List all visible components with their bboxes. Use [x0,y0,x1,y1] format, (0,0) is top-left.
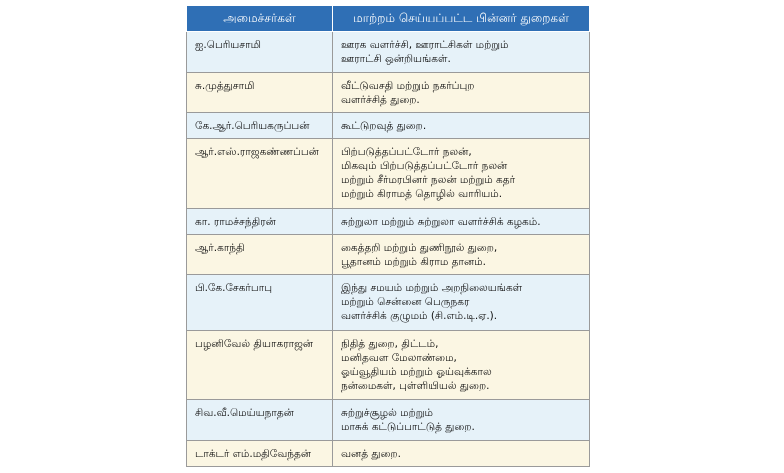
table-row [187,330,590,400]
department-text: ஊரக வளர்ச்சி, ஊராட்சிகள் மற்றும் ஊராட்சி ஒன்றியங்கள். [333,32,590,73]
header-department: மாற்றம் செய்யப்பட்ட பின்னர் துறைகள் [333,6,590,32]
header-minister: அமைச்சர்கள் [187,6,333,32]
table-row [187,275,590,330]
department-text: கைத்தறி மற்றும் துணிநூல் துறை, பூதானம் மற்றும் கிராம தானம். [333,234,590,275]
table-row [187,208,590,234]
minister-name: கா. ராமச்சந்திரன் [187,208,333,234]
table-row [187,32,590,73]
minister-name: ஐ.பெரியசாமி [187,32,333,73]
table-row [187,440,590,466]
department-text: நிதித் துறை, திட்டம், மனிதவள மேலாண்மை, ஓய்வூதியம் மற்றும் ஓய்வுக்கால நன்மைகள், புள்ளியியல் துறை. [333,330,590,400]
department-text: வனத் துறை. [333,440,590,466]
header-row [187,6,590,32]
department-text: சுற்றுலா மற்றும் சுற்றுலா வளர்ச்சிக் கழகம். [333,208,590,234]
minister-name: சிவ.வீ.மெய்யநாதன் [187,400,333,441]
department-text: பிற்படுத்தப்பட்டோர் நலன், மிகவும் பிற்படுத்தப்பட்டோர் நலன் மற்றும் சீர்மரபினர் நலன் மற்றும் கதர் மற்றும் கிராமத் தொழில் வாரியம். [333,139,590,209]
minister-name: ஆர்.எஸ்.ராஜகண்ணப்பன் [187,139,333,209]
department-text: சுற்றுச்சூழல் மற்றும் மாசுக் கட்டுப்பாட்டுத் துறை. [333,400,590,441]
table-row [187,139,590,209]
minister-name: ஆர்.காந்தி [187,234,333,275]
table-row [187,400,590,441]
minister-name: பழனிவேல் தியாகராஜன் [187,330,333,400]
table-row [187,113,590,139]
ministers-portfolio-table [186,5,590,467]
minister-name: கே.ஆர்.பெரியகருப்பன் [187,113,333,139]
minister-name: டாக்டர் எம்.மதிவேந்தன் [187,440,333,466]
department-text: இந்து சமயம் மற்றும் அறநிலையங்கள் மற்றும் சென்னை பெருநகர வளர்ச்சிக் குழுமம் (சி.எம்.டி.ஏ.). [333,275,590,330]
table-row [187,234,590,275]
minister-name: பி.கே.சேகர்பாபு [187,275,333,330]
minister-name: சு.முத்துசாமி [187,72,333,113]
department-text: கூட்டுறவுத் துறை. [333,113,590,139]
department-text: வீட்டுவசதி மற்றும் நகர்ப்புற வளர்ச்சித் துறை. [333,72,590,113]
table-row [187,72,590,113]
